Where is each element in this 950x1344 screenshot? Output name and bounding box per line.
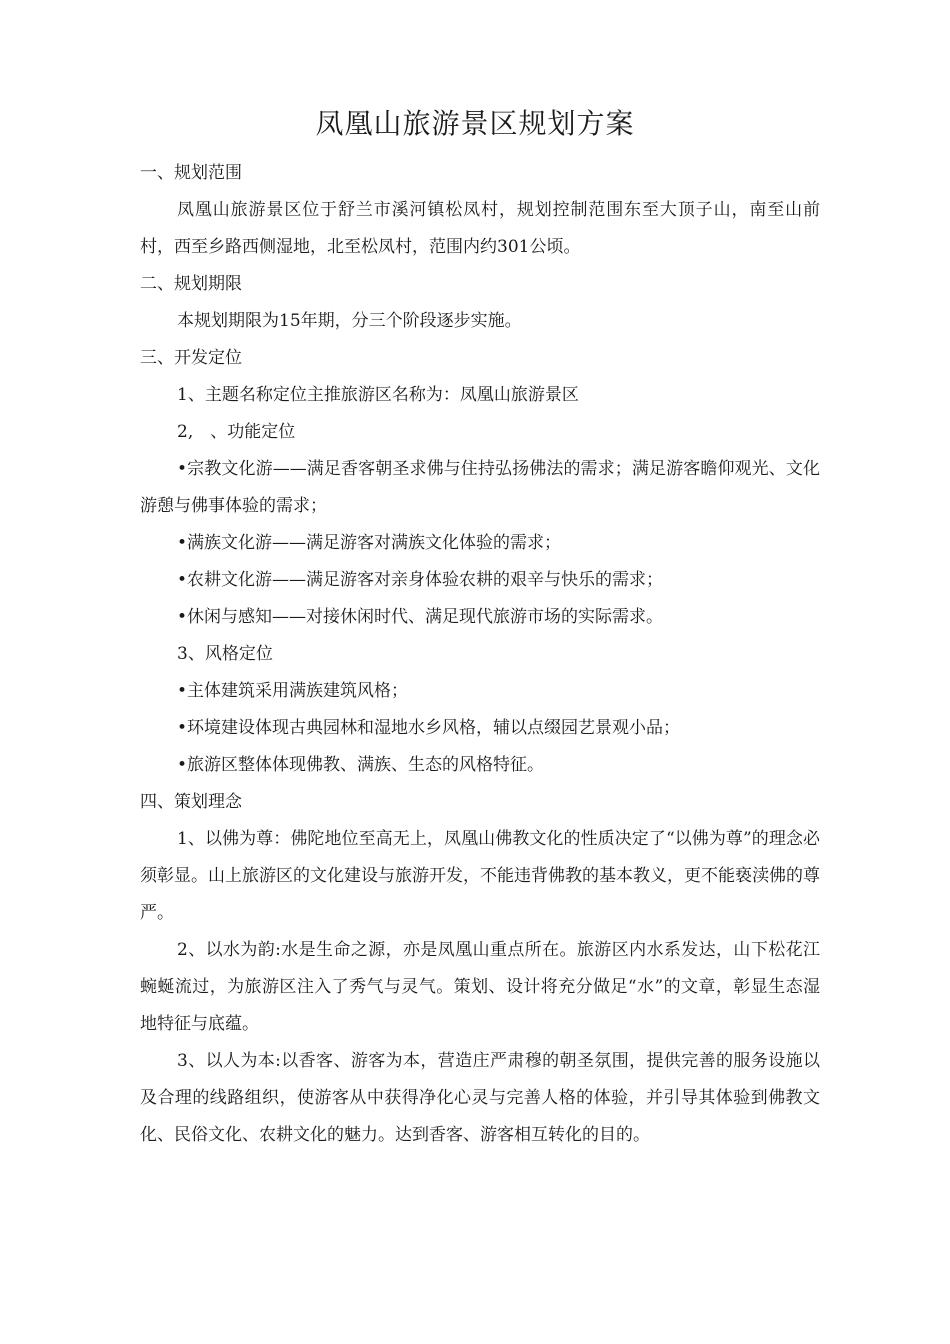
section-heading-concept: 四、策划理念 — [140, 792, 242, 812]
paragraph-period: 本规划期限为15年期，分三个阶段逐步实施。 — [177, 311, 522, 331]
paragraph-style-heading: 3、风格定位 — [177, 644, 273, 664]
paragraph-concept-water: 2、以水为韵:水是生命之源，亦是凤凰山重点所在。旅游区内水系发达，山下松花江蜿蜒流过，为旅游区注入了秀气与灵气。策划、设计将充分做足“水”的文章，彰显生态湿地特征与底蕴。 — [140, 940, 820, 1034]
paragraph-scope: 凤凰山旅游景区位于舒兰市溪河镇松凤村，规划控制范围东至大顶子山，南至山前村，西至乡路西侧湿地，北至松凤村，范围内约301公顷。 — [140, 200, 820, 257]
section-heading-period: 二、规划期限 — [140, 274, 242, 294]
document-title: 凤凰山旅游景区规划方案 — [315, 107, 635, 140]
document-body — [140, 155, 820, 1154]
paragraph-concept-buddha: 1、以佛为尊：佛陀地位至高无上，凤凰山佛教文化的性质决定了“以佛为尊”的理念必须彰显。山上旅游区的文化建设与旅游开发，不能违背佛教的基本教义，更不能亵渎佛的尊严。 — [140, 829, 820, 923]
paragraph-theme-name: 1、主题名称定位主推旅游区名称为：凤凰山旅游景区 — [177, 385, 579, 405]
bullet-religious-culture: •宗教文化游——满足香客朝圣求佛与住持弘扬佛法的需求；满足游客瞻仰观光、文化游憩与佛事体验的需求； — [140, 459, 820, 516]
bullet-leisure: •休闲与感知——对接休闲时代、满足现代旅游市场的实际需求。 — [177, 607, 664, 627]
bullet-overall-style: •旅游区整体体现佛教、满族、生态的风格特征。 — [177, 755, 545, 775]
section-heading-positioning: 三、开发定位 — [140, 348, 242, 368]
paragraph-concept-people: 3、以人为本:以香客、游客为本，营造庄严肃穆的朝圣氛围，提供完善的服务设施以及合理的线路组织，使游客从中获得净化心灵与完善人格的体验，并引导其体验到佛教文化、民俗文化、农耕文化的魅力。达到香客、游客相互转化的目的。 — [140, 1051, 820, 1145]
bullet-manchu-culture: •满族文化游——满足游客对满族文化体验的需求； — [177, 533, 562, 553]
bullet-farming-culture: •农耕文化游——满足游客对亲身体验农耕的艰辛与快乐的需求； — [177, 570, 664, 590]
bullet-environment-style: •环境建设体现古典园林和湿地水乡风格，辅以点缀园艺景观小品； — [177, 718, 681, 738]
bullet-architecture-style: •主体建筑采用满族建筑风格； — [177, 681, 409, 701]
section-heading-scope: 一、规划范围 — [140, 163, 242, 183]
paragraph-function-heading: 2, 、功能定位 — [177, 422, 296, 442]
